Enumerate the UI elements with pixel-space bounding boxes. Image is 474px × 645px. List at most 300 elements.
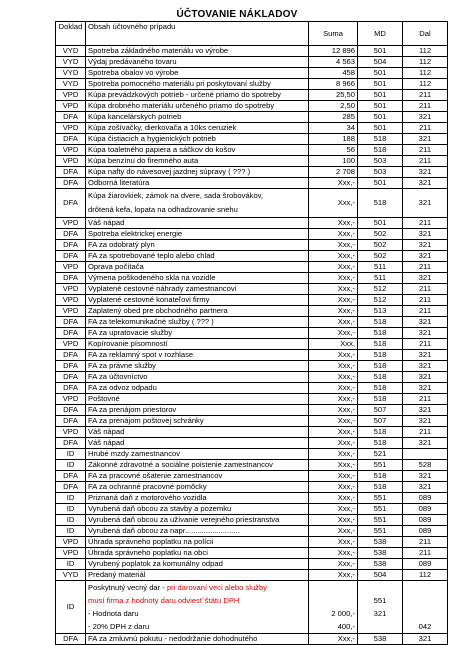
- dal-cell: 321: [403, 112, 448, 123]
- md-cell: 502: [358, 240, 403, 251]
- md-cell: 503: [358, 167, 403, 178]
- gift-text: Poskytnutý vecný dar -: [88, 583, 165, 592]
- doc-type-cell: VPD: [56, 145, 86, 156]
- md-cell: 513: [358, 306, 403, 317]
- md-cell: 512: [358, 295, 403, 306]
- gift-vat-note: musí firma z hodnoty daru odviesť štátu DPH: [88, 596, 240, 605]
- md-cell: 502: [358, 251, 403, 262]
- sum-cell: Xxx,-: [309, 416, 358, 427]
- sum-cell: Xxx,-: [309, 218, 358, 229]
- sum-cell: 34: [309, 123, 358, 134]
- dal-cell: 321: [403, 229, 448, 240]
- dal-cell: 321: [403, 240, 448, 251]
- ledger-body: [56, 46, 448, 645]
- table-row: [56, 570, 448, 581]
- md-cell: 501: [358, 123, 403, 134]
- dal-cell: 211: [403, 145, 448, 156]
- md-cell: 504: [358, 570, 403, 581]
- sum-cell: Xxx,-: [309, 394, 358, 405]
- description-cell: Vyplatené cestovné konateľovi firmy: [86, 295, 309, 306]
- doc-type-cell: ID: [56, 515, 86, 526]
- md-cell: 501: [358, 178, 403, 189]
- doc-type-cell: ID: [56, 559, 86, 570]
- dal-cell: 321: [403, 634, 448, 645]
- sum-cell: Xxx,-: [309, 178, 358, 189]
- sum-cell: Xxx,-: [309, 559, 358, 570]
- description-cell: Spotreba elektrickej energie: [86, 229, 309, 240]
- doc-type-cell: DFA: [56, 167, 86, 178]
- doc-type-cell: ID: [56, 504, 86, 515]
- gift-md-1: 551: [373, 596, 387, 605]
- description-cell: Váš nápad: [86, 427, 309, 438]
- description-cell: Spotreba pomocného materiálu pri poskytovaní služby: [86, 79, 309, 90]
- doc-type-cell: VPD: [56, 537, 86, 548]
- dal-cell: 321: [403, 361, 448, 372]
- description-cell: Váš nápad: [86, 438, 309, 449]
- md-cell: 538: [358, 548, 403, 559]
- table-row: [56, 471, 448, 482]
- md-cell: 518: [358, 328, 403, 339]
- description-cell: FA za reklamný spot v rozhlase: [86, 350, 309, 361]
- md-cell: 518: [358, 145, 403, 156]
- description-cell: Kúpa kancelárskych potrieb: [86, 112, 309, 123]
- sum-cell: Xxx,-: [309, 273, 358, 284]
- sum-cell: 8 966: [309, 79, 358, 90]
- sum-cell: Xxx,-: [309, 383, 358, 394]
- dal-cell: 089: [403, 504, 448, 515]
- doc-type-cell: VPD: [56, 295, 86, 306]
- description-cell: Kúpa zošívačky, dierkovača a 10ks ceruziek: [86, 123, 309, 134]
- table-row: [56, 405, 448, 416]
- table-row: [56, 634, 448, 645]
- dal-cell: 089: [403, 526, 448, 537]
- md-cell: 501: [358, 218, 403, 229]
- doc-type-cell: DFA: [56, 372, 86, 383]
- table-row: [56, 178, 448, 189]
- description-cell: Kúpa benzínu do firemného auta: [86, 156, 309, 167]
- description-cell: Vyplatené cestovné náhrady zamestnancovi: [86, 284, 309, 295]
- sum-cell: Xxx,-: [309, 189, 358, 218]
- table-row: [56, 438, 448, 449]
- md-cell: 504: [358, 57, 403, 68]
- description-cell: Váš nápad: [86, 218, 309, 229]
- description-cell: Hrubé mzdy zamestnancov: [86, 449, 309, 460]
- sum-cell: Xxx,-: [309, 284, 358, 295]
- table-row: [56, 537, 448, 548]
- sum-cell: Xxx,-: [309, 460, 358, 471]
- table-row: [56, 90, 448, 101]
- description-cell: Vyrubená daň obcou za stavby a pozemku: [86, 504, 309, 515]
- gift-value-label: - Hodnota daru: [88, 609, 139, 618]
- description-cell: FA za odvoz odpadu: [86, 383, 309, 394]
- sum-cell: 458: [309, 68, 358, 79]
- dal-cell: 211: [403, 306, 448, 317]
- md-cell: 501: [358, 101, 403, 112]
- table-row: [56, 101, 448, 112]
- sum-cell: Xxx,-: [309, 229, 358, 240]
- dal-cell: 321: [403, 134, 448, 145]
- sum-cell: Xxx,-: [309, 449, 358, 460]
- table-row: [56, 460, 448, 471]
- description-cell: FA za právne služby: [86, 361, 309, 372]
- md-cell: 538: [358, 537, 403, 548]
- description-cell: FA za zmluvnú pokutu - nedodržanie dohodnutého: [86, 634, 309, 645]
- md-cell: 518: [358, 482, 403, 493]
- dal-cell: 112: [403, 79, 448, 90]
- doc-type-cell: VPD: [56, 284, 86, 295]
- doc-type-cell: DFA: [56, 189, 86, 218]
- sum-cell: Xxx,-: [309, 537, 358, 548]
- dal-cell: 211: [403, 90, 448, 101]
- doc-type-cell: ID: [56, 581, 86, 634]
- doc-type-cell: VPD: [56, 339, 86, 350]
- table-row: [56, 306, 448, 317]
- description-cell: [86, 581, 309, 634]
- dal-cell: 321: [403, 405, 448, 416]
- table-row: [56, 123, 448, 134]
- table-row-gift: [56, 581, 448, 634]
- md-cell: 501: [358, 112, 403, 123]
- table-row: [56, 515, 448, 526]
- doc-type-cell: ID: [56, 493, 86, 504]
- sum-cell: Xxx,-: [309, 372, 358, 383]
- table-row: [56, 559, 448, 570]
- doc-type-cell: DFA: [56, 178, 86, 189]
- sum-cell: Xxx,-: [309, 251, 358, 262]
- sum-cell: 100: [309, 156, 358, 167]
- description-cell: [86, 189, 309, 218]
- dal-cell: 211: [403, 339, 448, 350]
- doc-type-cell: VYD: [56, 46, 86, 57]
- sum-cell: Xxx,-: [309, 405, 358, 416]
- doc-type-cell: DFA: [56, 229, 86, 240]
- sum-cell: [309, 581, 358, 634]
- doc-type-cell: VPD: [56, 101, 86, 112]
- description-cell: Zákonné zdravotné a sociálne poistenie zamestnancov: [86, 460, 309, 471]
- table-header-row: [56, 22, 448, 46]
- dal-cell: 112: [403, 57, 448, 68]
- md-cell: 538: [358, 559, 403, 570]
- doc-type-cell: ID: [56, 460, 86, 471]
- description-cell: FA za pracovné ošatenie zamestnancov: [86, 471, 309, 482]
- dal-cell: 321: [403, 482, 448, 493]
- sum-cell: Xxx,-: [309, 548, 358, 559]
- md-cell: 521: [358, 449, 403, 460]
- table-row: [56, 79, 448, 90]
- doc-type-cell: ID: [56, 526, 86, 537]
- doc-type-cell: VPD: [56, 427, 86, 438]
- description-line: Kúpa žiarovkiek, zámok na dvere, sada šrobovákov,: [88, 191, 264, 200]
- table-row: [56, 317, 448, 328]
- md-cell: 518: [358, 438, 403, 449]
- md-cell: 551: [358, 460, 403, 471]
- doc-type-cell: DFA: [56, 416, 86, 427]
- description-cell: FA za prenájom priestorov: [86, 405, 309, 416]
- doc-type-cell: DFA: [56, 471, 86, 482]
- doc-type-cell: VPD: [56, 548, 86, 559]
- dal-cell: 321: [403, 383, 448, 394]
- description-cell: Výmena poškodeného skla na vozidle: [86, 273, 309, 284]
- md-cell: 551: [358, 493, 403, 504]
- md-cell: 518: [358, 317, 403, 328]
- description-cell: Vyrubená daň obcou za napr..........................: [86, 526, 309, 537]
- description-cell: FA za telekomunikačné služby ( ??? ): [86, 317, 309, 328]
- sum-cell: 285: [309, 112, 358, 123]
- doc-type-cell: VPD: [56, 306, 86, 317]
- md-cell: 551: [358, 515, 403, 526]
- dal-cell: 211: [403, 548, 448, 559]
- sum-cell: Xxx,-: [309, 515, 358, 526]
- table-row: [56, 372, 448, 383]
- sum-cell: Xxx,-: [309, 634, 358, 645]
- table-row: [56, 339, 448, 350]
- md-cell: 518: [358, 361, 403, 372]
- table-row: [56, 273, 448, 284]
- table-row: [56, 295, 448, 306]
- doc-type-cell: DFA: [56, 112, 86, 123]
- md-cell: 551: [358, 504, 403, 515]
- sum-cell: Xxx,-: [309, 482, 358, 493]
- description-cell: Vyrubený poplatok za komunálny odpad: [86, 559, 309, 570]
- table-row: [56, 218, 448, 229]
- doc-type-cell: DFA: [56, 361, 86, 372]
- doc-type-cell: DFA: [56, 251, 86, 262]
- sum-cell: Xxx,-: [309, 471, 358, 482]
- dal-cell: 211: [403, 262, 448, 273]
- table-row: [56, 504, 448, 515]
- md-cell: 507: [358, 416, 403, 427]
- doc-type-cell: VPD: [56, 90, 86, 101]
- sum-cell: 25,50: [309, 90, 358, 101]
- table-row: [56, 68, 448, 79]
- description-cell: Spotreba základného materiálu vo výrobe: [86, 46, 309, 57]
- description-cell: FA za prenájom poštovej schránky: [86, 416, 309, 427]
- sum-cell: Xxx,-: [309, 328, 358, 339]
- doc-type-cell: DFA: [56, 405, 86, 416]
- table-row: [56, 328, 448, 339]
- doc-type-cell: VPD: [56, 123, 86, 134]
- gift-md-2: 321: [373, 609, 387, 618]
- dal-cell: 112: [403, 570, 448, 581]
- table-row: [56, 229, 448, 240]
- ledger-table: [55, 21, 448, 645]
- table-row: [56, 350, 448, 361]
- table-row: [56, 134, 448, 145]
- dal-cell: 211: [403, 427, 448, 438]
- description-cell: Zaplatený obed pre obchodného partnera: [86, 306, 309, 317]
- dal-cell: 321: [403, 189, 448, 218]
- sum-cell: Xxx,-: [309, 262, 358, 273]
- table-row: [56, 145, 448, 156]
- md-cell: 518: [358, 372, 403, 383]
- table-row: [56, 493, 448, 504]
- dal-cell: 211: [403, 394, 448, 405]
- header-obsah: Obsah účtovného prípadu: [86, 22, 309, 46]
- md-cell: 518: [358, 427, 403, 438]
- md-cell: 518: [358, 189, 403, 218]
- md-cell: 551: [358, 526, 403, 537]
- dal-cell: [403, 581, 448, 634]
- dal-cell: 321: [403, 328, 448, 339]
- description-cell: Kúpa prevádzkových potrieb - určené priamo do spotreby: [86, 90, 309, 101]
- table-row: [56, 383, 448, 394]
- dal-cell: [403, 449, 448, 460]
- doc-type-cell: VPD: [56, 218, 86, 229]
- dal-cell: 211: [403, 284, 448, 295]
- dal-cell: 321: [403, 167, 448, 178]
- dal-cell: 211: [403, 123, 448, 134]
- table-row: [56, 156, 448, 167]
- sum-cell: Xxx,: [309, 339, 358, 350]
- dal-cell: 321: [403, 178, 448, 189]
- dal-cell: 112: [403, 46, 448, 57]
- sum-cell: 2,50: [309, 101, 358, 112]
- description-cell: Úhrada správneho poplatku na obci: [86, 548, 309, 559]
- doc-type-cell: DFA: [56, 273, 86, 284]
- doc-type-cell: DFA: [56, 328, 86, 339]
- doc-type-cell: VYD: [56, 570, 86, 581]
- doc-type-cell: VYD: [56, 68, 86, 79]
- description-cell: Spotreba obalov vo výrobe: [86, 68, 309, 79]
- sum-cell: Xxx,-: [309, 317, 358, 328]
- sum-cell: Xxx,-: [309, 427, 358, 438]
- doc-type-cell: VPD: [56, 156, 86, 167]
- dal-cell: 321: [403, 416, 448, 427]
- doc-type-cell: DFA: [56, 317, 86, 328]
- table-row: [56, 251, 448, 262]
- dal-cell: 321: [403, 372, 448, 383]
- description-cell: Kúpa drobného materiálu určeného priamo do spotreby: [86, 101, 309, 112]
- sum-cell: Xxx,-: [309, 526, 358, 537]
- description-cell: Kúpa nafty do návesovej jazdnej súpravy ( ??? ): [86, 167, 309, 178]
- doc-type-cell: DFA: [56, 134, 86, 145]
- table-row: [56, 240, 448, 251]
- sum-cell: Xxx,-: [309, 570, 358, 581]
- doc-type-cell: VYD: [56, 79, 86, 90]
- sum-cell: 12 896: [309, 46, 358, 57]
- dal-cell: 211: [403, 295, 448, 306]
- dal-cell: 321: [403, 273, 448, 284]
- header-md: MD: [358, 22, 403, 46]
- md-cell: 502: [358, 229, 403, 240]
- dal-cell: 211: [403, 537, 448, 548]
- description-cell: FA za účtovníctvo: [86, 372, 309, 383]
- dal-cell: 211: [403, 156, 448, 167]
- header-dal: Dal: [403, 22, 448, 46]
- md-cell: 518: [358, 350, 403, 361]
- table-row: [56, 361, 448, 372]
- sum-cell: 56: [309, 145, 358, 156]
- dal-cell: 089: [403, 493, 448, 504]
- table-row: [56, 167, 448, 178]
- table-row: [56, 112, 448, 123]
- sum-cell: Xxx,-: [309, 240, 358, 251]
- description-cell: FA za upratovacie služby: [86, 328, 309, 339]
- md-cell: 501: [358, 46, 403, 57]
- doc-type-cell: DFA: [56, 350, 86, 361]
- dal-cell: 112: [403, 68, 448, 79]
- description-cell: FA za ochranné pracovné pomôcky: [86, 482, 309, 493]
- md-cell: 518: [358, 134, 403, 145]
- doc-type-cell: VPD: [56, 394, 86, 405]
- description-cell: Vyrubená daň obcou za užívanie verejného priestranstva: [86, 515, 309, 526]
- doc-type-cell: VYD: [56, 57, 86, 68]
- doc-type-cell: DFA: [56, 383, 86, 394]
- md-cell: 518: [358, 383, 403, 394]
- table-row: [56, 449, 448, 460]
- table-row: [56, 262, 448, 273]
- description-cell: FA za odobratý plyn: [86, 240, 309, 251]
- md-cell: 518: [358, 394, 403, 405]
- md-cell: 503: [358, 156, 403, 167]
- gift-value: 2 000,-: [331, 609, 355, 618]
- dal-cell: 211: [403, 101, 448, 112]
- dal-cell: 089: [403, 515, 448, 526]
- description-cell: Výdaj predávaného tovaru: [86, 57, 309, 68]
- sum-cell: Xxx,-: [309, 504, 358, 515]
- description-cell: Odborná literatúra: [86, 178, 309, 189]
- sum-cell: Xxx,-: [309, 350, 358, 361]
- md-cell: 511: [358, 262, 403, 273]
- description-cell: Kúpa čistiacich a hygienických potrieb: [86, 134, 309, 145]
- description-cell: Poštovné: [86, 394, 309, 405]
- gift-vat-value: 400,-: [337, 622, 355, 631]
- description-line: drôtená kefa, lopata na odhadzovanie snehu: [88, 205, 238, 214]
- table-row: [56, 548, 448, 559]
- table-row: [56, 482, 448, 493]
- table-row: [56, 416, 448, 427]
- doc-type-cell: DFA: [56, 438, 86, 449]
- md-cell: 501: [358, 90, 403, 101]
- dal-cell: 528: [403, 460, 448, 471]
- description-cell: Kúpa toaletného papiera a sáčkov do košov: [86, 145, 309, 156]
- doc-type-cell: DFA: [56, 240, 86, 251]
- doc-type-cell: ID: [56, 449, 86, 460]
- description-cell: Kopírovanie písomností: [86, 339, 309, 350]
- sum-cell: 4 563: [309, 57, 358, 68]
- md-cell: [358, 581, 403, 634]
- sum-cell: Xxx,-: [309, 438, 358, 449]
- md-cell: 501: [358, 79, 403, 90]
- table-row: [56, 57, 448, 68]
- sum-cell: 2 708: [309, 167, 358, 178]
- gift-vat-label: - 20% DPH z daru: [88, 622, 150, 631]
- table-row: [56, 394, 448, 405]
- md-cell: 512: [358, 284, 403, 295]
- description-cell: Oprava počítača: [86, 262, 309, 273]
- description-cell: FA za spotrebované teplo alebo chlad: [86, 251, 309, 262]
- doc-type-cell: DFA: [56, 634, 86, 645]
- description-cell: Priznaná daň z motorového vozidla: [86, 493, 309, 504]
- header-doklad: Doklad: [56, 22, 86, 46]
- table-row: [56, 526, 448, 537]
- md-cell: 518: [358, 339, 403, 350]
- table-row: [56, 189, 448, 218]
- page-title: ÚČTOVANIE NÁKLADOV: [176, 9, 298, 20]
- table-row: [56, 284, 448, 295]
- md-cell: 538: [358, 634, 403, 645]
- description-cell: Úhrada správneho poplatku na polícii: [86, 537, 309, 548]
- md-cell: 511: [358, 273, 403, 284]
- gift-dal: 042: [418, 622, 432, 631]
- dal-cell: 321: [403, 471, 448, 482]
- dal-cell: 321: [403, 438, 448, 449]
- description-cell: Predaný materiál: [86, 570, 309, 581]
- sum-cell: Xxx,-: [309, 361, 358, 372]
- md-cell: 501: [358, 68, 403, 79]
- header-suma: Suma: [309, 22, 358, 46]
- md-cell: 507: [358, 405, 403, 416]
